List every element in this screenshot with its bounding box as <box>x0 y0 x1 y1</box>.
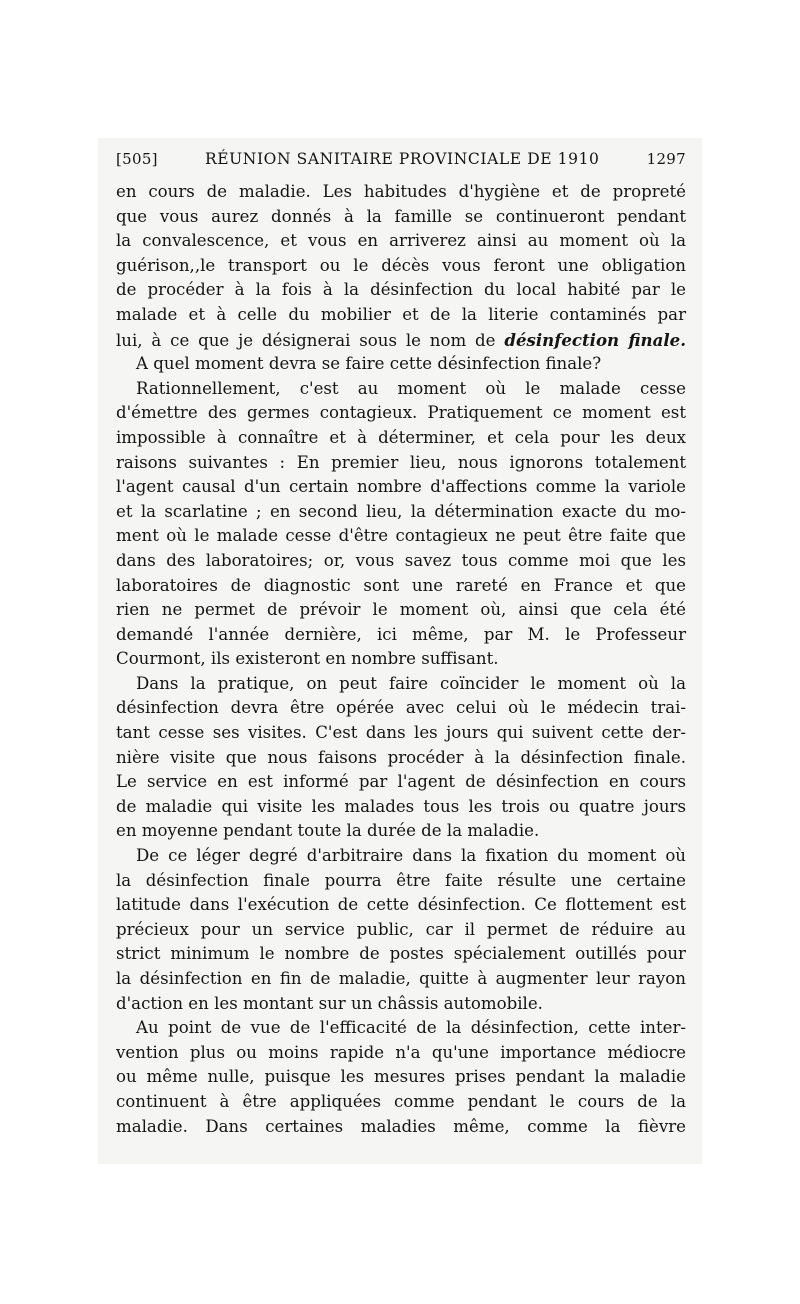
text-line-content: et la scarlatine ; en second lieu, la détermination exacte du mo- <box>116 501 686 521</box>
text-line-content: en moyenne pendant toute la durée de la maladie. <box>116 821 540 841</box>
text-line <box>116 229 686 254</box>
text-line <box>116 180 686 205</box>
document-page <box>116 150 686 1139</box>
text-line-content: demandé l'année dernière, ici même, par M. le Professeur <box>116 624 686 644</box>
text-line <box>116 992 686 1017</box>
text-line-content: rien ne permet de prévoir le moment où, ainsi que cela été <box>116 600 686 620</box>
text-line <box>116 1041 686 1066</box>
text-line <box>116 647 686 672</box>
running-head <box>116 150 686 178</box>
text-line <box>116 524 686 549</box>
text-line <box>116 328 686 353</box>
text-line-content: la convalescence, et vous en arriverez ainsi au moment où la <box>116 231 686 251</box>
text-line <box>116 623 686 648</box>
text-line <box>116 1090 686 1115</box>
text-line <box>116 475 686 500</box>
text-line <box>116 598 686 623</box>
text-line-content: ment où le malade cesse d'être contagieux ne peut être faite que <box>116 526 686 546</box>
text-line-content: d'action en les montant sur un châssis automobile. <box>116 993 543 1013</box>
text-line <box>116 352 686 377</box>
text-line <box>116 672 686 697</box>
text-line <box>116 1115 686 1140</box>
text-line <box>116 918 686 943</box>
text-line-content: strict minimum le nombre de postes spécialement outillés pour <box>116 944 686 964</box>
text-line <box>116 746 686 771</box>
text-line-content: dans des laboratoires; or, vous savez tous comme moi que les <box>116 550 686 570</box>
text-line <box>116 967 686 992</box>
text-line-content: la désinfection en fin de maladie, quitte à augmenter leur rayon <box>116 969 686 988</box>
text-line-content: impossible à connaître et à déterminer, et cela pour les deux <box>116 427 686 447</box>
text-line-content: l'agent causal d'un certain nombre d'affections comme la variole <box>116 477 686 497</box>
text-line <box>116 377 686 402</box>
text-line-content: Rationnellement, c'est au moment où le malade cesse <box>136 378 686 398</box>
text-line <box>116 401 686 426</box>
text-line-content: De ce léger degré d'arbitraire dans la fixation du moment où <box>136 846 686 866</box>
text-line-content: guérison,,le transport ou le décès vous feront une obligation <box>116 255 686 275</box>
text-line <box>116 819 686 844</box>
text-line-content: nière visite que nous faisons procéder à la désinfection finale. <box>116 747 686 767</box>
text-line-content: Au point de vue de l'efficacité de la désinfection, cette inter- <box>136 1018 686 1038</box>
text-line <box>116 942 686 967</box>
text-line <box>116 278 686 303</box>
text-line-content: que vous aurez donnés à la famille se continueront pendant <box>116 206 686 226</box>
text-line-content: la désinfection finale pourra être faite résulte une certaine <box>116 870 686 890</box>
text-line-content: raisons suivantes : En premier lieu, nous ignorons totalement <box>116 452 686 472</box>
text-line-content: Le service en est informé par l'agent de désinfection en cours <box>116 772 686 792</box>
text-line-content: malade et à celle du mobilier et de la literie contaminés par <box>116 304 686 324</box>
body-text <box>116 180 686 1139</box>
text-line-content: Dans la pratique, on peut faire coïncider le moment où la <box>136 673 686 693</box>
text-line-content: ou même nulle, puisque les mesures prises pendant la maladie <box>116 1067 686 1087</box>
text-line <box>116 1016 686 1041</box>
text-line <box>116 721 686 746</box>
text-line <box>116 574 686 599</box>
text-line-content: en cours de maladie. Les habitudes d'hygiène et de propreté <box>116 182 686 201</box>
text-line <box>116 205 686 230</box>
text-line-content: continuent à être appliquées comme pendant le cours de la <box>116 1091 686 1111</box>
text-line <box>116 1065 686 1090</box>
text-line <box>116 696 686 721</box>
text-line-content: lui, à ce que je désignerai sous le nom de <box>116 330 505 350</box>
italic-term: désinfection finale. <box>504 329 686 350</box>
text-line-content: vention plus ou moins rapide n'a qu'une importance médiocre <box>116 1042 686 1062</box>
text-line-content: tant cesse ses visites. C'est dans les jours qui suivent cette der- <box>116 723 686 743</box>
text-line-content: laboratoires de diagnostic sont une rareté en France et que <box>116 575 686 595</box>
text-line-content: Courmont, ils existeront en nombre suffisant. <box>116 649 499 669</box>
text-line <box>116 893 686 918</box>
text-line-content: de maladie qui visite les malades tous les trois ou quatre jours <box>116 796 686 816</box>
text-line-content: désinfection devra être opérée avec celui où le médecin trai- <box>116 698 686 718</box>
text-line-content: latitude dans l'exécution de cette désinfection. Ce flottement est <box>116 895 686 915</box>
running-title: RÉUNION SANITAIRE PROVINCIALE DE 1910 <box>204 150 600 168</box>
text-line <box>116 303 686 328</box>
text-line <box>116 770 686 795</box>
text-line <box>116 795 686 820</box>
text-line <box>116 844 686 869</box>
text-line-content: maladie. Dans certaines maladies même, comme la fièvre <box>116 1116 686 1136</box>
text-line <box>116 451 686 476</box>
text-line-content: A quel moment devra se faire cette désinfection finale? <box>136 354 602 374</box>
text-line <box>116 869 686 894</box>
page-reference: [505] <box>116 150 158 168</box>
text-line <box>116 426 686 451</box>
text-line <box>116 500 686 525</box>
page-number: 1297 <box>646 150 686 168</box>
text-line-content: d'émettre des germes contagieux. Pratiquement ce moment est <box>116 403 686 423</box>
text-line <box>116 254 686 279</box>
text-line <box>116 549 686 574</box>
text-line-content: de procéder à la fois à la désinfection du local habité par le <box>116 280 686 300</box>
text-line-content: précieux pour un service public, car il permet de réduire au <box>116 919 686 939</box>
